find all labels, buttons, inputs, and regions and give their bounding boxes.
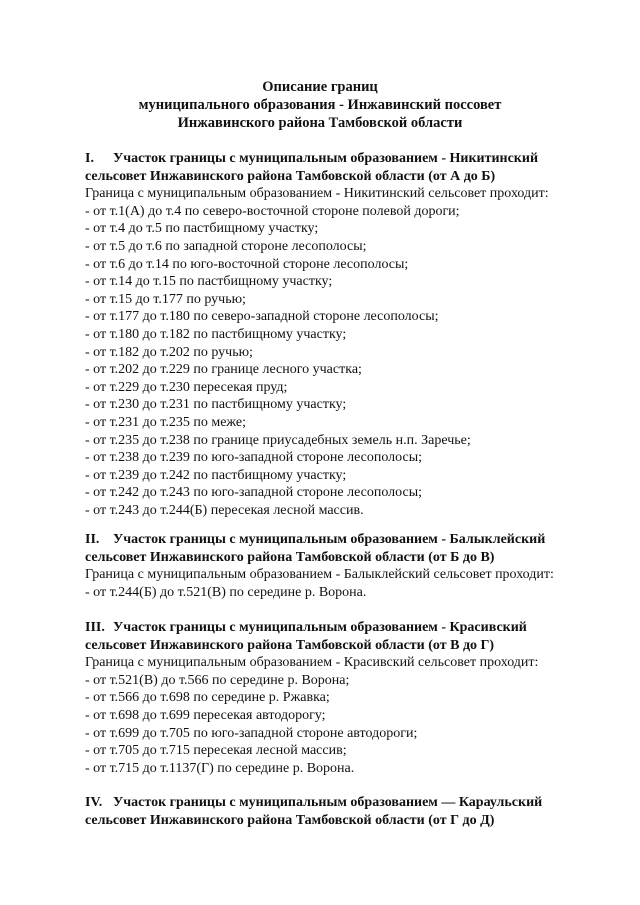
boundary-item: - от т.182 до т.202 по ручью; <box>85 344 253 360</box>
section-heading <box>85 619 605 637</box>
section-heading-text: Участок границы с муниципальным образованием - Никитинский <box>113 151 539 166</box>
title-line-1: Описание границ <box>262 79 378 95</box>
section-intro: Граница с муниципальным образованием - Никитинский сельсовет проходит: <box>85 186 549 202</box>
section-3 <box>85 619 605 777</box>
boundary-item: - от т.242 до т.243 по юго-западной стороне лесополосы; <box>85 485 422 501</box>
section-number: II. <box>85 532 100 547</box>
boundary-item: - от т.177 до т.180 по северо-западной стороне лесополосы; <box>85 309 439 325</box>
boundary-item: - от т.243 до т.244(Б) пересекая лесной массив. <box>85 502 364 518</box>
boundary-item: - от т.244(Б) до т.521(В) по середине р. Ворона. <box>85 584 367 600</box>
section-heading-cont: сельсовет Инжавинского района Тамбовской области (от Б до В) <box>85 549 495 565</box>
boundary-item: - от т.239 до т.242 по пастбищному участку; <box>85 467 347 483</box>
boundary-item: - от т.14 до т.15 по пастбищному участку; <box>85 274 333 290</box>
section-2 <box>85 531 605 601</box>
boundary-item: - от т.699 до т.705 по юго-западной стороне автодороги; <box>85 725 418 741</box>
boundary-item: - от т.231 до т.235 по меже; <box>85 414 247 430</box>
section-heading-text: Участок границы с муниципальным образованием - Красивский <box>113 620 527 635</box>
section-intro: Граница с муниципальным образованием - Красивский сельсовет проходит: <box>85 655 539 671</box>
boundary-item: - от т.698 до т.699 пересекая автодорогу; <box>85 707 326 723</box>
section-number: IV. <box>85 795 103 810</box>
section-number: I. <box>85 151 94 166</box>
section-heading-text: Участок границы с муниципальным образованием — Караульский <box>113 795 543 810</box>
section-heading-cont: сельсовет Инжавинского района Тамбовской области (от В до Г) <box>85 637 495 653</box>
boundary-item: - от т.566 до т.698 по середине р. Ржавка; <box>85 690 330 706</box>
boundary-item: - от т.15 до т.177 по ручью; <box>85 291 246 307</box>
title-line-3: Инжавинского района Тамбовской области <box>177 115 463 131</box>
section-heading-cont: сельсовет Инжавинского района Тамбовской области (от А до Б) <box>85 168 496 184</box>
boundary-item: - от т.180 до т.182 по пастбищному участку; <box>85 326 347 342</box>
boundary-item: - от т.1(А) до т.4 по северо-восточной стороне полевой дороги; <box>85 203 460 219</box>
section-intro: Граница с муниципальным образованием - Балыклейский сельсовет проходит: <box>85 567 554 583</box>
boundary-item: - от т.705 до т.715 пересекая лесной массив; <box>85 743 347 759</box>
boundary-item: - от т.6 до т.14 по юго-восточной стороне лесополосы; <box>85 256 409 272</box>
title-line-2: муниципального образования - Инжавинский поссовет <box>138 97 502 113</box>
section-heading-text: Участок границы с муниципальным образованием - Балыклейский <box>113 532 546 547</box>
boundary-item: - от т.715 до т.1137(Г) по середине р. Ворона. <box>85 760 355 776</box>
section-number: III. <box>85 620 105 635</box>
boundary-item: - от т.4 до т.5 по пастбищному участку; <box>85 221 319 237</box>
boundary-item: - от т.230 до т.231 по пастбищному участку; <box>85 397 347 413</box>
boundary-item: - от т.202 до т.229 по границе лесного участка; <box>85 362 362 378</box>
document-title <box>0 78 640 132</box>
section-heading <box>85 794 605 812</box>
boundary-item: - от т.229 до т.230 пересекая пруд; <box>85 379 288 395</box>
boundary-item: - от т.235 до т.238 по границе приусадебных земель н.п. Заречье; <box>85 432 471 448</box>
section-heading <box>85 150 605 168</box>
section-heading-cont: сельсовет Инжавинского района Тамбовской области (от Г до Д) <box>85 812 495 828</box>
section-1 <box>85 150 605 519</box>
section-4 <box>85 794 605 829</box>
boundary-item: - от т.5 до т.6 по западной стороне лесополосы; <box>85 238 367 254</box>
boundary-item: - от т.238 до т.239 по юго-западной стороне лесополосы; <box>85 450 422 466</box>
boundary-item: - от т.521(В) до т.566 по середине р. Ворона; <box>85 672 350 688</box>
section-heading <box>85 531 605 549</box>
